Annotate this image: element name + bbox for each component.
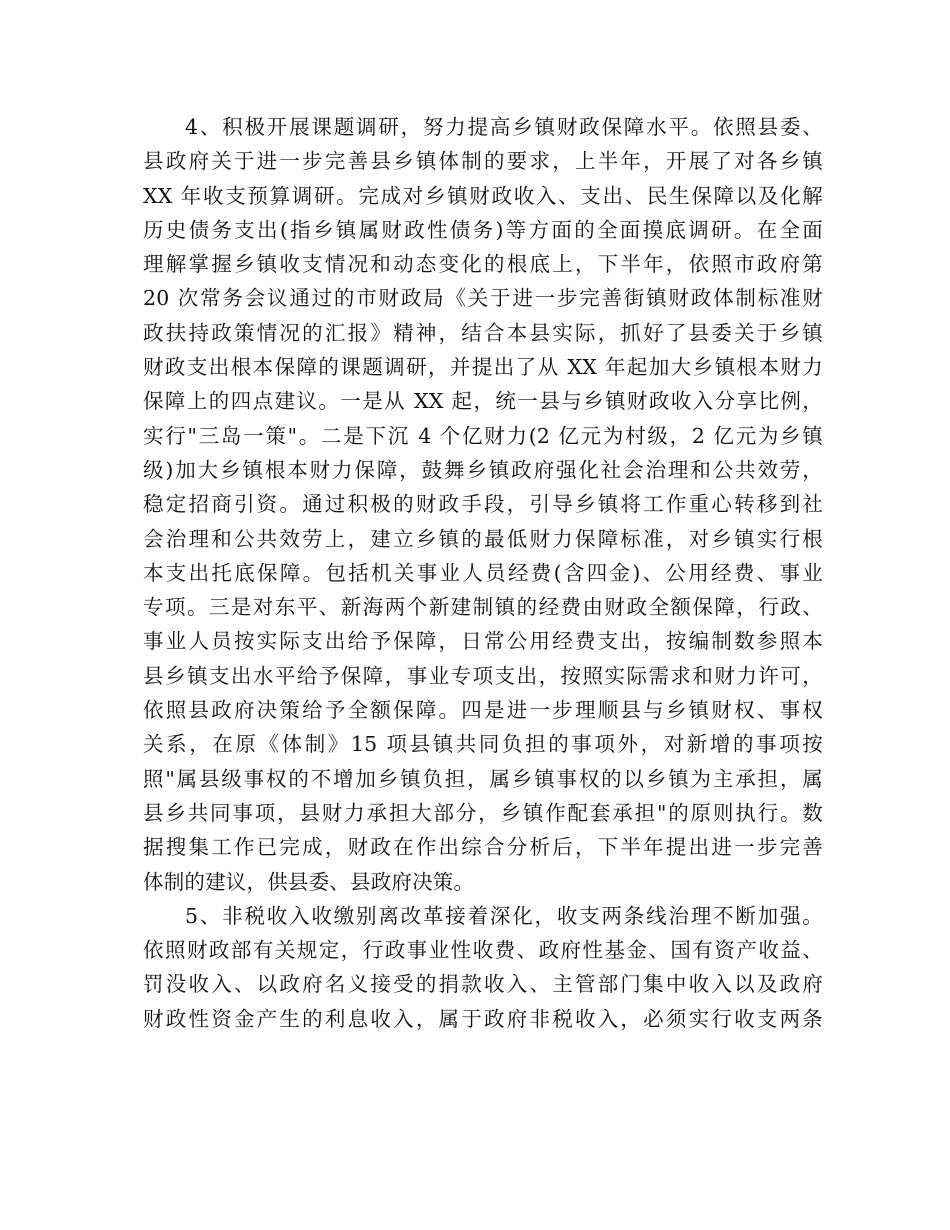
paragraph-1-line-21: 县乡共同事项，县财力承担大部分，乡镇作配套承担"的原则执行。数 [143, 800, 823, 825]
paragraph-1-line-19: 关系，在原《体制》15 项县镇共同负担的事项外，对新增的事项按 [143, 732, 823, 757]
paragraph-1-line-7: 政扶持政策情况的汇报》精神，结合本县实际，抓好了县委关于乡镇 [143, 320, 823, 345]
paragraph-1-line-17: 县乡镇支出水平给予保障，事业专项支出，按照实际需求和财力许可， [143, 663, 823, 688]
paragraph-1-line-9: 保障上的四点建议。一是从 XX 起，统一县与乡镇财政收入分享比例， [143, 389, 823, 414]
paragraph-1-line-22: 据搜集工作已完成，财政在作出综合分析后，下半年提出进一步完善 [143, 835, 823, 860]
paragraph-1-line-13: 会治理和公共效劳上，建立乡镇的最低财力保障标准，对乡镇实行根 [143, 526, 823, 551]
paragraph-1-line-2: 县政府关于进一步完善县乡镇体制的要求，上半年，开展了对各乡镇 [143, 149, 823, 174]
paragraph-1-line-6: 20 次常务会议通过的市财政局《关于进一步完善街镇财政体制标准财 [143, 286, 823, 311]
paragraph-1-line-14: 本支出托底保障。包括机关事业人员经费(含四金)、公用经费、事业 [143, 560, 823, 585]
paragraph-1-line-1: 4、积极开展课题调研，努力提高乡镇财政保障水平。依照县委、 [185, 115, 823, 139]
paragraph-1-line-3: XX 年收支预算调研。完成对乡镇财政收入、支出、民生保障以及化解 [143, 183, 823, 208]
paragraph-1-line-20: 照"属县级事权的不增加乡镇负担，属乡镇事权的以乡镇为主承担，属 [143, 766, 823, 791]
paragraph-1-line-8: 财政支出根本保障的课题调研，并提出了从 XX 年起加大乡镇根本财力 [143, 355, 823, 380]
document-body [143, 110, 823, 1036]
paragraph-1-line-12: 稳定招商引资。通过积极的财政手段，引导乡镇将工作重心转移到社 [143, 492, 823, 517]
paragraph-1-line-5: 理解掌握乡镇收支情况和动态变化的根底上，下半年，依照市政府第 [143, 252, 823, 277]
paragraph-2-line-1: 5、非税收入收缴别离改革接着深化，收支两条线治理不断加强。 [185, 903, 823, 928]
paragraph-1-line-10: 实行"三岛一策"。二是下沉 4 个亿财力(2 亿元为村级，2 亿元为乡镇 [143, 423, 823, 448]
paragraph-2-line-2: 依照财政部有关规定，行政事业性收费、政府性基金、国有资产收益、 [143, 938, 823, 963]
paragraph-1-line-15: 专项。三是对东平、新海两个新建制镇的经费由财政全额保障，行政、 [143, 595, 823, 620]
paragraph-1-line-16: 事业人员按实际支出给予保障，日常公用经费支出，按编制数参照本 [143, 629, 823, 654]
paragraph-2-line-4: 财政性资金产生的利息收入，属于政府非税收入，必须实行收支两条 [143, 1006, 823, 1031]
paragraph-1-line-4: 历史债务支出(指乡镇属财政性债务)等方面的全面摸底调研。在全面 [143, 217, 823, 242]
paragraph-2-line-3: 罚没收入、以政府名义接受的捐款收入、主管部门集中收入以及政府 [143, 972, 823, 997]
paragraph-1-line-11: 级)加大乡镇根本财力保障，鼓舞乡镇政府强化社会治理和公共效劳， [143, 457, 823, 482]
paragraph-1-line-18: 依照县政府决策给予全额保障。四是进一步理顺县与乡镇财权、事权 [143, 698, 823, 723]
paragraph-1-line-23: 体制的建议，供县委、县政府决策。 [143, 869, 475, 894]
